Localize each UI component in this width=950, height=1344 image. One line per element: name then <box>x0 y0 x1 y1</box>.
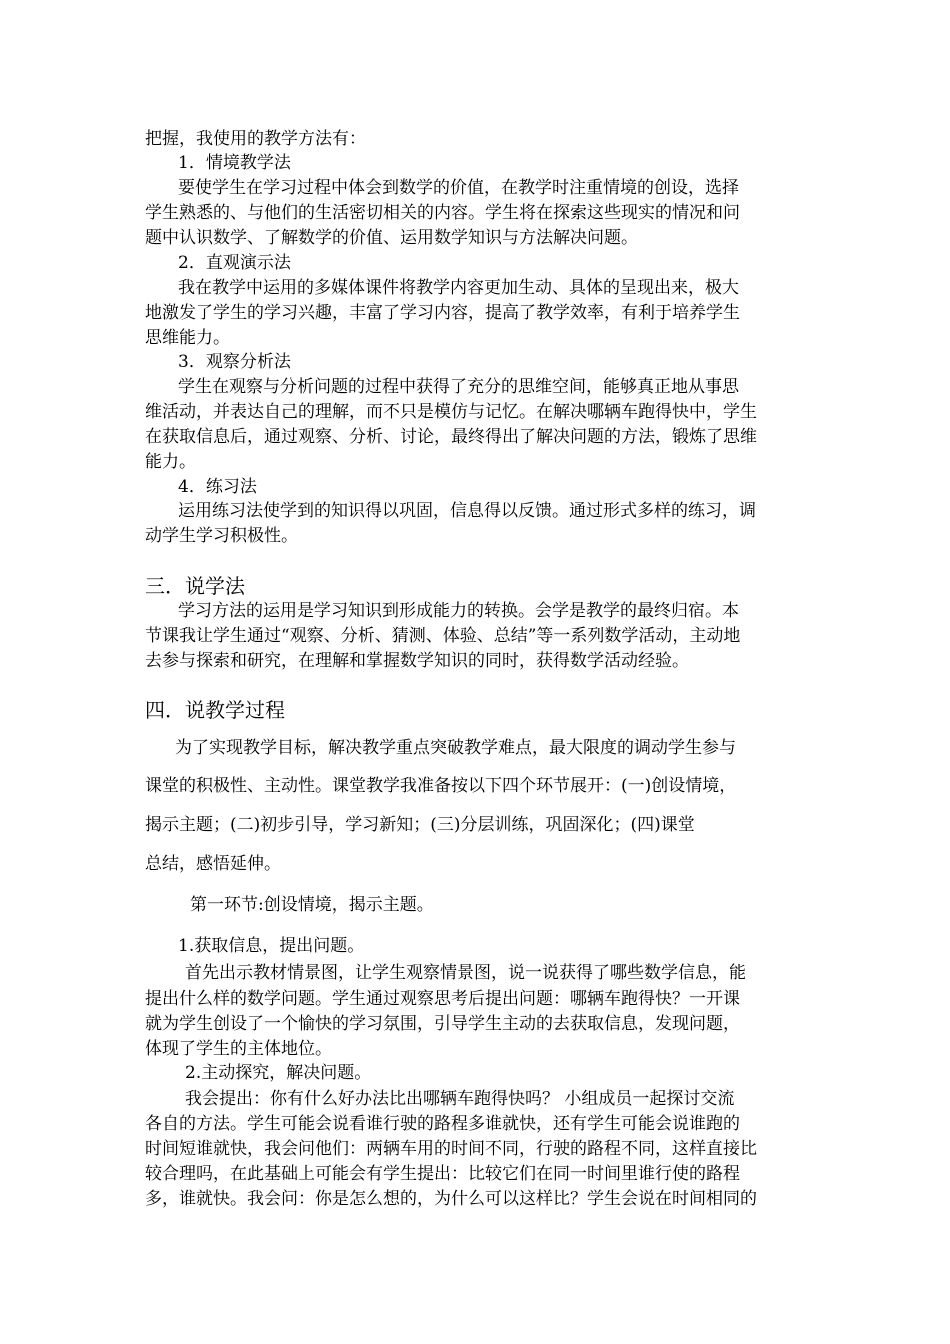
method-heading: 2．直观演示法 <box>178 253 291 273</box>
text-line: 学生熟悉的、与他们的生活密切相关的内容。学生将在探索这些现实的情况和问 <box>145 203 740 223</box>
text-line: 总结，感悟延伸。 <box>145 854 281 874</box>
text-line: 在获取信息后，通过观察、分析、讨论，最终得出了解决问题的方法，锻炼了思维 <box>145 427 757 447</box>
method-heading: 1．情境教学法 <box>178 153 291 173</box>
text-line: 我在教学中运用的多媒体课件将教学内容更加生动、具体的呈现出来，极大 <box>178 278 739 298</box>
text-line: 为了实现教学目标，解决教学重点突破教学难点，最大限度的调动学生参与 <box>175 738 736 758</box>
section-heading: 三．说学法 <box>145 574 245 598</box>
text-line: 把握，我使用的教学方法有： <box>145 129 366 149</box>
text-line: 我会提出：你有什么好办法比出哪辆车跑得快吗？ 小组成员一起探讨交流 <box>185 1089 735 1109</box>
text-line: 维活动，并表达自己的理解，而不只是模仿与记忆。在解决哪辆车跑得快中，学生 <box>145 402 757 422</box>
method-heading: 3．观察分析法 <box>178 352 291 372</box>
text-line: 提出什么样的数学问题。学生通过观察思考后提出问题：哪辆车跑得快？一开课 <box>145 989 740 1009</box>
text-line: 动学生学习积极性。 <box>145 526 298 546</box>
text-line: 时间短谁就快，我会问他们：两辆车用的时间不同，行驶的路程不同，这样直接比 <box>145 1139 757 1159</box>
text-line: 学生在观察与分析问题的过程中获得了充分的思维空间，能够真正地从事思 <box>178 377 739 397</box>
text-line: 思维能力。 <box>145 328 230 348</box>
section-heading: 四．说教学过程 <box>145 698 285 722</box>
text-line: 揭示主题；(二)初步引导，学习新知；(三)分层训练，巩固深化；(四)课堂 <box>145 815 695 835</box>
text-line: 各自的方法。学生可能会说看谁行驶的路程多谁就快，还有学生可能会说谁跑的 <box>145 1114 740 1134</box>
text-line: 运用练习法使学到的知识得以巩固，信息得以反馈。通过形式多样的练习，调 <box>178 501 756 521</box>
text-line: 节课我让学生通过“观察、分析、猜测、体验、总结”等一系列数学活动，主动地 <box>145 626 741 646</box>
text-line: 地激发了学生的学习兴趣，丰富了学习内容，提高了教学效率，有利于培养学生 <box>145 303 740 323</box>
step-heading: 2.主动探究，解决问题。 <box>185 1063 372 1083</box>
text-line: 能力。 <box>145 452 196 472</box>
step-heading: 1.获取信息，提出问题。 <box>178 936 365 956</box>
text-line: 去参与探索和研究，在理解和掌握数学知识的同时，获得数学活动经验。 <box>145 651 689 671</box>
text-line: 首先出示教材情景图，让学生观察情景图，说一说获得了哪些数学信息，能 <box>185 963 746 983</box>
subsection-heading: 第一环节:创设情境，揭示主题。 <box>190 895 434 915</box>
text-line: 就为学生创设了一个愉快的学习氛围，引导学生主动的去获取信息，发现问题， <box>145 1014 740 1034</box>
text-line: 课堂的积极性、主动性。课堂教学我准备按以下四个环节展开：(一)创设情境， <box>145 776 737 796</box>
method-heading: 4．练习法 <box>178 477 257 497</box>
text-line: 学习方法的运用是学习知识到形成能力的转换。会学是教学的最终归宿。本 <box>178 601 739 621</box>
text-line: 多，谁就快。我会问：你是怎么想的，为什么可以这样比？学生会说在时间相同的 <box>145 1189 757 1209</box>
text-line: 体现了学生的主体地位。 <box>145 1039 332 1059</box>
text-line: 较合理吗，在此基础上可能会有学生提出：比较它们在同一时间里谁行使的路程 <box>145 1164 740 1184</box>
text-line: 题中认识数学、了解数学的价值、运用数学知识与方法解决问题。 <box>145 228 638 248</box>
text-line: 要使学生在学习过程中体会到数学的价值，在教学时注重情境的创设，选择 <box>178 178 739 198</box>
